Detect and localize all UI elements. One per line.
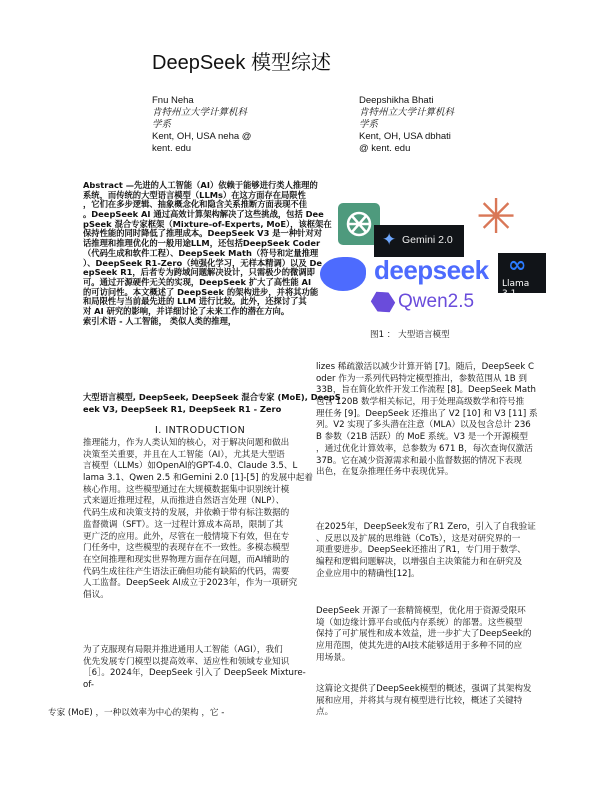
text-line: 代码生成和决策支持的发展，并依赖于带有标注数据的 xyxy=(83,508,290,519)
text-line: ［6］。2024年，DeepSeek 引入了 DeepSeek Mixture- xyxy=(83,668,306,679)
text-line: 更广泛的应用。此外，尽管在一般情境下有效，但在专 xyxy=(83,531,290,542)
text-line: ）、DeepSeek R1-Zero（纯强化学习，无样本精调）以及 De xyxy=(83,257,323,268)
author-name: Deepshikha Bhati xyxy=(359,95,434,106)
author-affiliation: 学系 xyxy=(359,119,379,130)
text-line: 33B，旨在简化软件开发工作流程 [8]。DeepSeek Math xyxy=(316,385,536,396)
text-line: ，通过优化计算效率，总参数为 671 B，每次查询仅激活 xyxy=(316,443,533,454)
text-line: 在2025年，DeepSeek发布了R1 Zero，引入了自我验证 xyxy=(316,522,536,532)
text-line: 和局限性与当前最先进的 LLM 进行比较。此外，还探讨了其 xyxy=(83,296,307,307)
author-affiliation: 肯特州立大学计算机科 xyxy=(152,107,248,118)
abstract xyxy=(83,180,332,326)
text-line: 门任务中，这些模型的表现存在不一致性。多模态模型 xyxy=(83,543,290,554)
text-line: 列。V2 实现了多头潜在注意（MLA）以及包含总计 236 xyxy=(316,420,531,431)
text-line: 、反思以及扩展的思维链（CoTs），这是对研究界的一 xyxy=(316,533,521,544)
text-line: 核心作用。这些模型通过在大规模数据集中识别统计模 xyxy=(83,484,290,495)
text-line: 展和应用，并将其与现有模型进行比较，概述了关键特 xyxy=(316,695,523,706)
paper-title: DeepSeek 模型综述 xyxy=(152,52,331,74)
right-paragraph-3 xyxy=(316,606,532,664)
author-email: kent. edu xyxy=(152,143,192,154)
text-line: 出色，在复杂推理任务中表现优异。 xyxy=(316,467,454,478)
deepseek-logo-text: deepseek xyxy=(374,255,489,285)
text-line: 保持了可扩展性和成本效益，进一步扩大了DeepSeek的 xyxy=(316,629,532,640)
text-line: 系统，而传统的大型语言模型（LLMs）在这方面存在局限性 xyxy=(83,189,306,200)
text-line: ，它们在多步逻辑、抽象概念化和隐含关系推断方面表现不佳 xyxy=(83,199,308,210)
text-line: 保持性能的同时降低了推理成本。DeepSeek V3 是一种针对对 xyxy=(83,228,323,239)
text-line: 为了克服现有局限并推进通用人工智能（AGI），我们 xyxy=(83,645,283,655)
text-line: 专家 (MoE) ，一种以效率为中心的架构 ，它 - xyxy=(48,708,225,718)
text-line: lizes 稀疏激活以减少计算开销 [7]。随后，DeepSeek C xyxy=(316,362,534,372)
text-line: 式来逼近推理过程，从而推进自然语言处理（NLP）、 xyxy=(83,496,285,507)
text-line: 这篇论文提供了DeepSeek模型的概述，强调了其架构发 xyxy=(316,684,532,694)
text-line: 话推理和推理优化的一般用途LLM，还包括DeepSeek Coder xyxy=(83,238,321,249)
text-line: 言模型（LLMs）如OpenAI的GPT-4.0、Claude 3.5、L xyxy=(83,461,298,472)
llama-logo: ∞ Llama 3.1 xyxy=(498,253,546,293)
text-line: 编程和逻辑问题解决，以增强自主决策能力和在研究及 xyxy=(316,557,523,568)
text-line: 对 AI 研究的影响，并详细讨论了未来工作的潜在方向。 xyxy=(83,305,290,316)
text-line: 。DeepSeek AI 通过高效计算架构解决了这些挑战，包括 Dee xyxy=(83,209,324,220)
text-line: of- xyxy=(83,680,94,691)
text-line: 优先发展专门模型以提高效率、适应性和领域专业知识 xyxy=(83,656,290,667)
meta-infinity-icon: ∞ xyxy=(508,253,527,278)
author-address: Kent, OH, USA neha @ xyxy=(152,131,252,142)
right-paragraph-1 xyxy=(316,362,538,479)
gemini-logo: ✦ Gemini 2.0 xyxy=(374,225,464,257)
intro-paragraph-1 xyxy=(83,438,313,602)
qwen-logo-icon xyxy=(368,287,398,317)
text-line: 37B。它在减少资源需求和最小监督数据的情况下表现 xyxy=(316,455,522,466)
author-1 xyxy=(152,95,251,155)
text-line: 项重要进步。DeepSeek还推出了R1，专门用于数学、 xyxy=(316,545,526,556)
text-line: pSeek 混合专家框架（Mixture-of-Experts, MoE），该框架在 xyxy=(83,218,332,229)
text-line: oder 作为一系列代码特定模型推出，参数范围从 1B 到 xyxy=(316,373,527,384)
figure-caption: 图1 ： 大型语言模型 xyxy=(370,330,450,340)
section-heading: I. INTRODUCTION xyxy=(155,425,246,436)
text-line: 用场景。 xyxy=(316,652,351,663)
text-line: 点。 xyxy=(316,707,334,718)
text-line: DeepSeek 开源了一套精简模型，优化用于资源受限环 xyxy=(316,606,526,616)
text-line: epSeek R1，后者专为跨域问题解决设计，只需极少的微调即 xyxy=(83,267,315,278)
keywords xyxy=(83,392,341,415)
text-line: （代码生成和软件工程）、DeepSeek Math（符号和定量推理 xyxy=(83,247,319,258)
text-line: B 参数（21B 活跃）的 MoE 系统。V3 是一个开源模型 xyxy=(316,432,528,443)
text-line: 倡议。 xyxy=(83,589,109,600)
text-line: 的可访问性。本文概述了 DeepSeek 的架构进步，并将其功能 xyxy=(83,286,319,297)
text-line: 理任务 [9]。DeepSeek 还推出了 V2 [10] 和 V3 [11] 系 xyxy=(316,408,538,419)
author-address: Kent, OH, USA dbhati xyxy=(359,131,451,142)
text-line: 代码生成往往产生语法正确但功能有缺陷的代码，需要 xyxy=(83,566,290,577)
author-2 xyxy=(359,95,454,155)
text-line: Abstract —先进的人工智能（AI）依赖于能够进行类人推理的 xyxy=(83,180,318,190)
author-name: Fnu Neha xyxy=(152,95,194,106)
text-line: 在空间推理和现实世界物理方面存在问题，而AI辅助的 xyxy=(83,554,290,565)
text-line: 监督微调（SFT）。这一过程计算成本高昂，限制了其 xyxy=(83,519,284,530)
right-paragraph-2 xyxy=(316,522,536,580)
text-line: eek V3, DeepSeek R1, DeepSeek R1 - Zero xyxy=(83,403,282,414)
text-line: 人工监督。DeepSeek AI成立于2023年，作为一项研究 xyxy=(83,578,298,589)
text-line: 包含 120B 数学相关标记，用于处理高级数学和符号推 xyxy=(316,397,525,408)
author-affiliation: 肯特州立大学计算机科 xyxy=(359,107,455,118)
gemini-star-icon: ✦ xyxy=(382,230,397,250)
author-email: @ kent. edu xyxy=(359,143,411,154)
deepseek-whale-icon xyxy=(320,257,366,291)
intro-paragraph-2 xyxy=(83,645,306,692)
text-line: lama 3.1、Qwen 2.5 和Gemini 2.0 [1]-[5] 的发展中起着 xyxy=(83,473,313,484)
text-line: 决策至关重要，并且在人工智能（AI），尤其是大型语 xyxy=(83,449,285,460)
text-line: 推理能力，作为人类认知的核心，对于解决问题和做出 xyxy=(83,438,290,448)
text-line: 企业应用中的精确性[12]。 xyxy=(316,568,420,579)
text-line: 大型语言模型, DeepSeek, DeepSeek 混合专家 (MoE), DeepS xyxy=(83,392,341,402)
author-affiliation: 学系 xyxy=(152,119,172,130)
text-line: 可。通过开源硬件无关的实现，DeepSeek 扩大了高性能 AI xyxy=(83,276,312,287)
text-line: 索引术语 - 人工智能， 类似人类的推理， xyxy=(83,315,237,326)
figure-llm-logos xyxy=(316,189,546,320)
right-paragraph-4 xyxy=(316,684,532,719)
intro-paragraph-2-tail xyxy=(48,708,224,720)
text-line: 境（如边缘计算平台或低内存系统）的部署。这些模型 xyxy=(316,617,523,628)
claude-logo-icon: ✳ xyxy=(476,189,517,245)
qwen-logo-text: Qwen2.5 xyxy=(398,291,475,312)
text-line: 应用范围，使其先进的AI技术能够适用于多种不同的应 xyxy=(316,641,523,652)
